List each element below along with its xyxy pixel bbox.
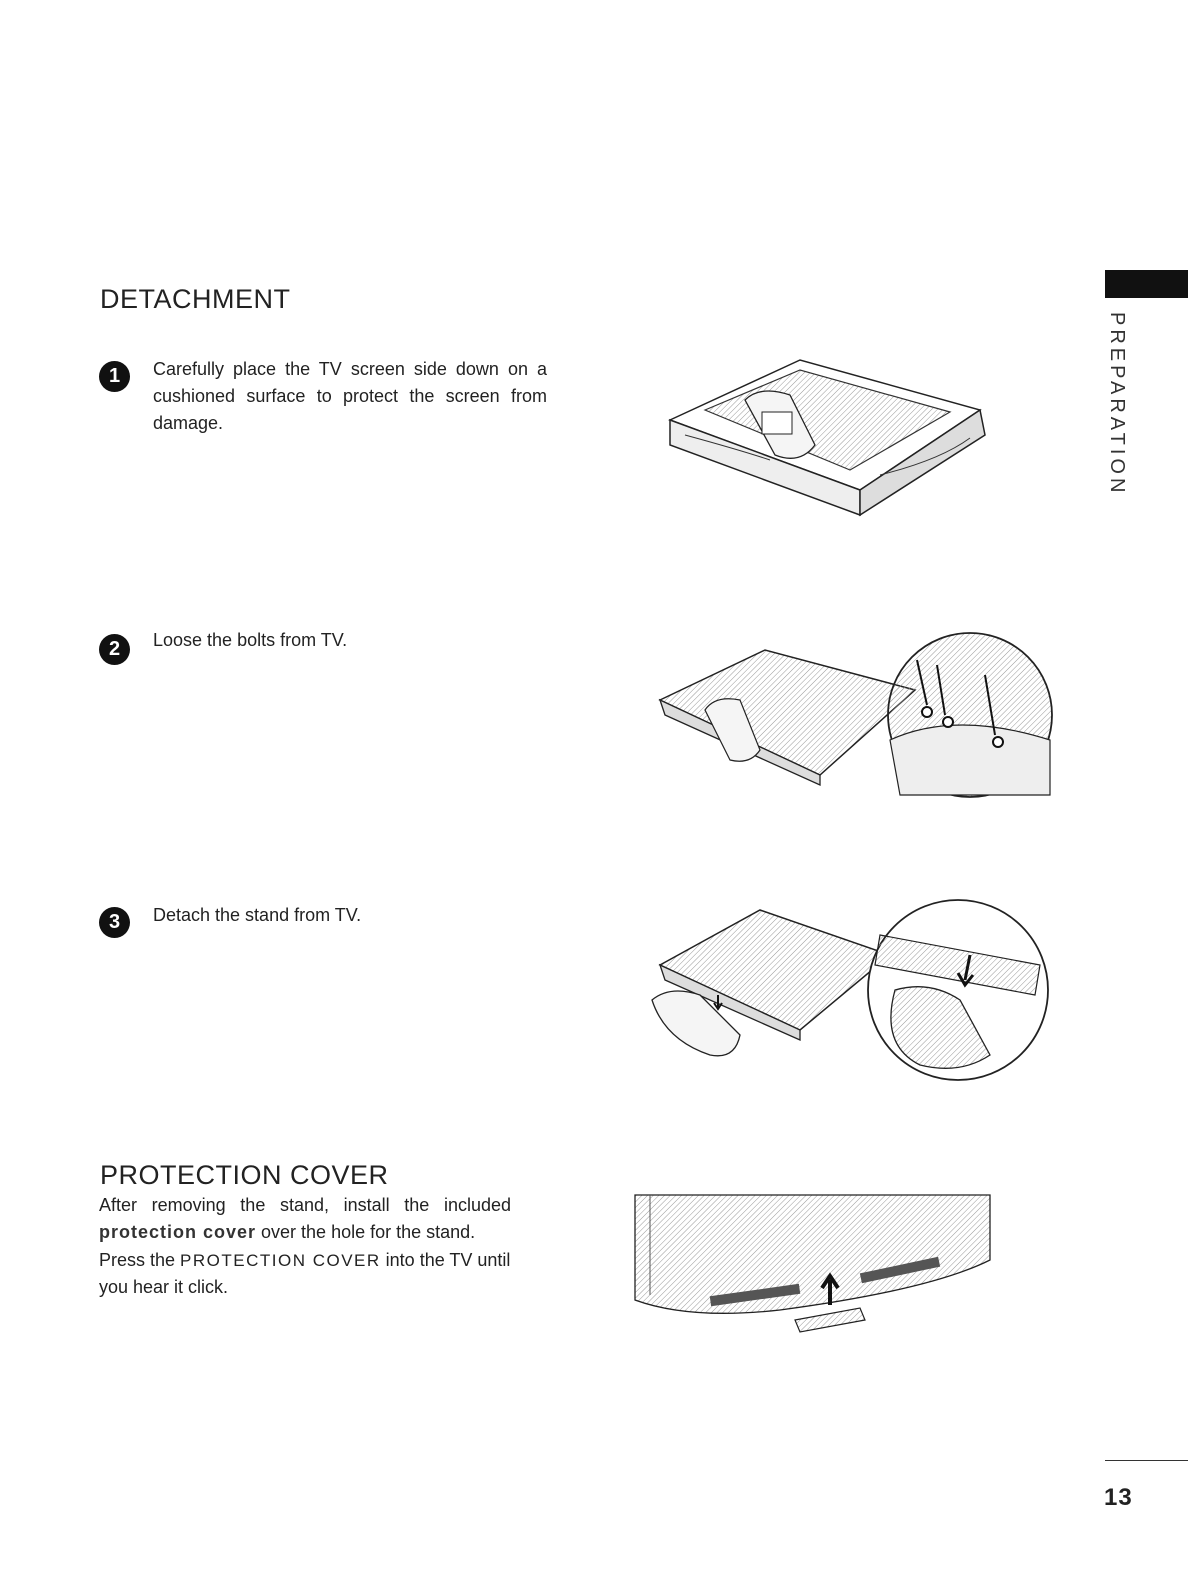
- para2-emphasis: PROTECTION COVER: [180, 1251, 381, 1270]
- page-number: 13: [1104, 1484, 1133, 1511]
- step-2-text: Loose the bolts from TV.: [153, 630, 348, 650]
- detach-stand-illustration: [640, 885, 1060, 1085]
- step-3-text: Detach the stand from TV.: [153, 905, 362, 925]
- page-number-rule: [1105, 1460, 1188, 1461]
- para2-start: Press the: [99, 1250, 181, 1270]
- step-1-badge: 1: [99, 361, 130, 392]
- protection-cover-paragraph-2: [99, 1247, 511, 1301]
- para1-end: over the hole for the stand.: [256, 1222, 476, 1242]
- section-heading-protection-cover: PROTECTION COVER: [100, 1160, 389, 1190]
- section-heading-detachment: DETACHMENT: [100, 284, 291, 314]
- protection-cover-illustration: [630, 1190, 1000, 1340]
- step-2-badge: 2: [99, 634, 130, 665]
- step-3-badge: 3: [99, 907, 130, 938]
- tv-on-cushion-illustration: [650, 340, 1000, 520]
- para1-start: After removing the stand, install the included: [99, 1195, 511, 1215]
- step-1-text: Carefully place the TV screen side down on a cushioned surface to protect the screen from damage.: [153, 359, 547, 433]
- loosen-bolts-illustration: [655, 620, 1055, 800]
- protection-cover-paragraph-1: [99, 1192, 511, 1246]
- para2-end: into the TV until you hear it click.: [99, 1250, 511, 1297]
- side-tab-label: PREPARATION: [1106, 312, 1128, 497]
- side-tab-bar: [1105, 270, 1188, 298]
- para1-emphasis: protection cover: [99, 1222, 257, 1242]
